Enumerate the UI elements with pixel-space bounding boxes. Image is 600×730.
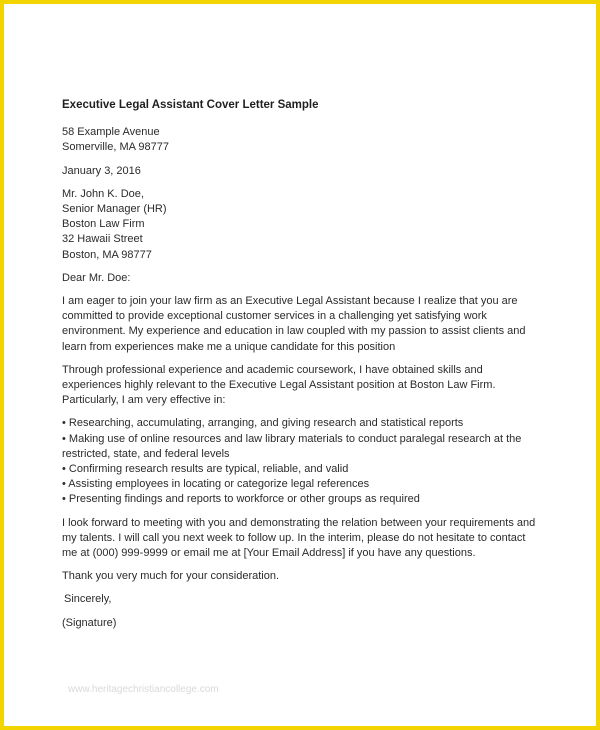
list-item: • Presenting findings and reports to workforce or other groups as required (62, 493, 420, 506)
paragraph-line: Through professional experience and academic coursework, I have obtained skills and (62, 363, 483, 376)
paragraph-line: environment. My experience and education in law coupled with my passion to assist clients and (62, 325, 526, 338)
skills-list (62, 416, 548, 507)
sender-address (62, 125, 548, 155)
paragraph-followup (62, 516, 548, 562)
watermark: www.heritagechristiancollege.com (68, 684, 219, 695)
paragraph-line: my talents. I will call you next week to follow up. In the interim, please do not hesitate to contact (62, 531, 526, 544)
recipient-line: Senior Manager (HR) (62, 203, 167, 216)
date-line: January 3, 2016 (62, 164, 141, 177)
cover-letter (62, 98, 548, 639)
paragraph-intro (62, 294, 548, 355)
closing (62, 592, 548, 607)
recipient-line: 32 Hawaii Street (62, 233, 143, 246)
salutation (62, 271, 548, 286)
paragraph-line: I am eager to join your law firm as an Executive Legal Assistant because I realize that you are (62, 295, 518, 308)
letter-title: Executive Legal Assistant Cover Letter Sample (62, 99, 319, 111)
paragraph-line: I look forward to meeting with you and demonstrating the relation between your requirements and (62, 516, 536, 529)
paragraph-line: learn from experiences make me a unique candidate for this position (62, 340, 396, 353)
paragraph-line: Thank you very much for your consideration. (62, 570, 280, 583)
sender-line: Somerville, MA 98777 (62, 141, 169, 154)
salutation-line: Dear Mr. Doe: (62, 271, 131, 284)
recipient-address (62, 187, 548, 263)
closing-line: Sincerely, (64, 593, 112, 606)
recipient-line: Boston Law Firm (62, 218, 145, 231)
list-item: • Researching, accumulating, arranging, and giving research and statistical reports (62, 417, 464, 430)
signature-line: (Signature) (62, 616, 117, 629)
sender-line: 58 Example Avenue (62, 126, 160, 139)
list-item: • Confirming research results are typical, reliable, and valid (62, 463, 349, 476)
paragraph-line: committed to provide exceptional customer services in a challenging yet satisfying work (62, 310, 487, 323)
recipient-line: Mr. John K. Doe, (62, 187, 144, 200)
paragraph-line: me at (000) 999-9999 or email me at [Your Email Address] if you have any questions. (62, 547, 476, 560)
list-item: restricted, state, and federal levels (62, 447, 230, 460)
recipient-line: Boston, MA 98777 (62, 248, 152, 261)
paragraph-line: Particularly, I am very effective in: (62, 394, 226, 407)
paragraph-line: experiences highly relevant to the Executive Legal Assistant position at Boston Law Firm. (62, 379, 496, 392)
list-item: • Assisting employees in locating or categorize legal references (62, 478, 370, 491)
signature (62, 616, 548, 631)
paragraph-thanks (62, 569, 548, 584)
paragraph-skills (62, 363, 548, 409)
letter-date (62, 164, 548, 179)
list-item: • Making use of online resources and law library materials to conduct paralegal research at the (62, 432, 522, 445)
